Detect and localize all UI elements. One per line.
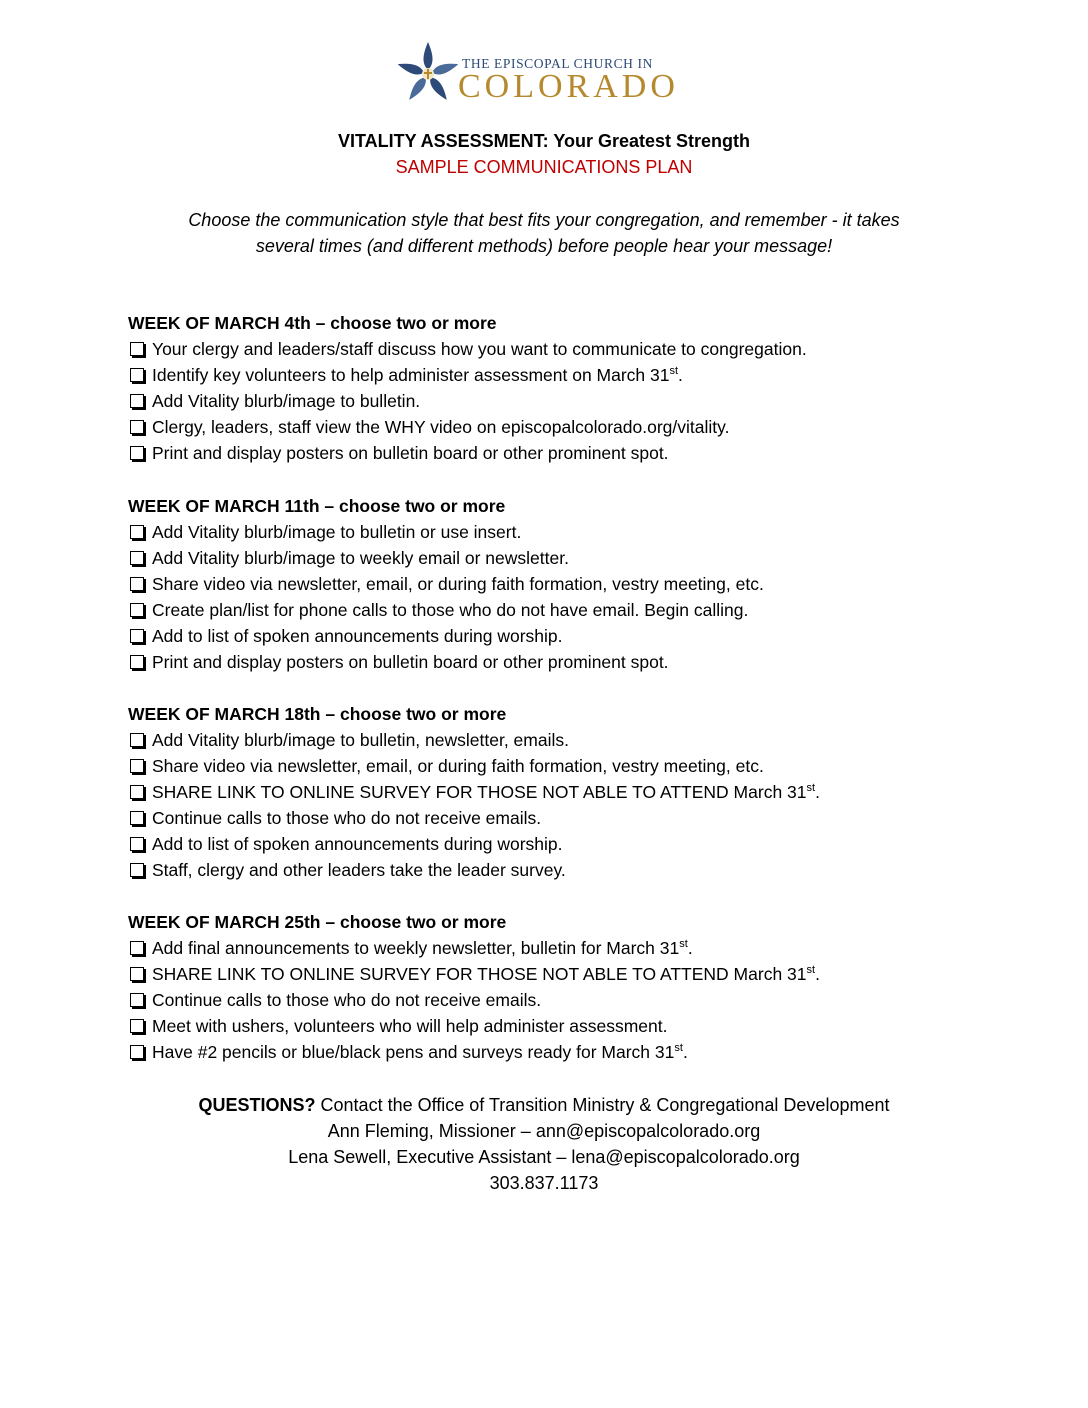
checklist-item-text: Continue calls to those who do not receive emails. (152, 990, 542, 1010)
checkbox-icon[interactable] (130, 837, 144, 851)
checkbox-icon[interactable] (130, 993, 144, 1007)
item-punctuation: . (687, 938, 693, 958)
checklist-item-text: Add to list of spoken announcements during worship. (152, 626, 563, 646)
checkbox-icon[interactable] (130, 577, 144, 591)
contact-block (0, 1092, 1088, 1196)
checklist-item (128, 623, 988, 649)
week-section (128, 493, 988, 675)
checkbox-icon[interactable] (130, 446, 144, 460)
checklist-item-text: Meet with ushers, volunteers who will help administer assessment. (152, 1016, 668, 1036)
checklist-item (128, 597, 988, 623)
week-heading: WEEK OF MARCH 4th – choose two or more (128, 313, 497, 333)
item-punctuation: . (815, 964, 820, 984)
checklist-item (128, 1039, 988, 1065)
item-punctuation: . (815, 782, 820, 802)
checkbox-icon[interactable] (130, 967, 144, 981)
ordinal-suffix: st (679, 938, 688, 951)
checkbox-icon[interactable] (130, 525, 144, 539)
week-heading: WEEK OF MARCH 18th – choose two or more (128, 704, 507, 724)
checkbox-icon[interactable] (130, 603, 144, 617)
checklist-item (128, 1013, 988, 1039)
logo-line-2: COLORADO (458, 68, 679, 105)
checkbox-icon[interactable] (130, 811, 144, 825)
checkbox-icon[interactable] (130, 368, 144, 382)
logo-line-1: THE EPISCOPAL CHURCH IN (462, 56, 653, 71)
checklist-item-text: Clergy, leaders, staff view the WHY video on episcopalcolorado.org/vitality. (152, 417, 730, 437)
checklist-item-text: Share video via newsletter, email, or during faith formation, vestry meeting, etc. (152, 574, 764, 594)
checklist-item (128, 753, 988, 779)
checklist-item (128, 779, 988, 805)
checkbox-icon[interactable] (130, 1045, 144, 1059)
contact-line-1 (0, 1092, 1088, 1118)
checklist-item (128, 414, 988, 440)
star-flower-icon (398, 40, 458, 106)
checklist-item (128, 987, 988, 1013)
checklist-item-text: Add Vitality blurb/image to bulletin, newsletter, emails. (152, 730, 569, 750)
checklist-item-text: Staff, clergy and other leaders take the leader survey. (152, 860, 566, 880)
checklist-item (128, 545, 988, 571)
ordinal-suffix: st (674, 1042, 683, 1055)
checklist-item-text: SHARE LINK TO ONLINE SURVEY FOR THOSE NOT ABLE TO ATTEND March 31 (152, 964, 807, 984)
ordinal-suffix: st (806, 964, 816, 977)
checkbox-icon[interactable] (130, 941, 144, 955)
checklist-item (128, 519, 988, 545)
checklist-item (128, 935, 988, 961)
checklist-item (128, 727, 988, 753)
intro-line-2: several times (and different methods) before people hear your message! (255, 236, 833, 256)
checklist-item-text: Create plan/list for phone calls to those who do not have email. Begin calling. (152, 600, 749, 620)
checkbox-icon[interactable] (130, 733, 144, 747)
checklist-item (128, 571, 988, 597)
checkbox-icon[interactable] (130, 655, 144, 669)
ordinal-suffix: st (669, 365, 679, 378)
week-section (128, 310, 988, 466)
checklist-item (128, 831, 988, 857)
week-heading: WEEK OF MARCH 11th – choose two or more (128, 496, 506, 516)
checklist-item-text: Continue calls to those who do not receive emails. (152, 808, 542, 828)
checklist-item (128, 336, 988, 362)
checkbox-icon[interactable] (130, 785, 144, 799)
checklist-item-text: Add final announcements to weekly newsletter, bulletin for March 31 (152, 938, 680, 958)
checkbox-icon[interactable] (130, 759, 144, 773)
checklist-item-text: Add to list of spoken announcements during worship. (152, 834, 563, 854)
checklist-item (128, 440, 988, 466)
checklist-item-text: Identify key volunteers to help administer assessment on March 31 (152, 365, 670, 385)
checkbox-icon[interactable] (130, 420, 144, 434)
checklist-item (128, 961, 988, 987)
checklist-item (128, 649, 988, 675)
checklist-item-text: Your clergy and leaders/staff discuss how you want to communicate to congregation. (152, 339, 807, 359)
checklist-item-text: Add Vitality blurb/image to bulletin. (152, 391, 421, 411)
contact-phone: 303.837.1173 (489, 1173, 599, 1193)
checkbox-icon[interactable] (130, 863, 144, 877)
checklist-item-text: Print and display posters on bulletin board or other prominent spot. (152, 443, 669, 463)
item-punctuation: . (678, 365, 683, 385)
checklist-item-text: SHARE LINK TO ONLINE SURVEY FOR THOSE NOT ABLE TO ATTEND March 31 (152, 782, 807, 802)
week-section (128, 909, 988, 1065)
checkbox-icon[interactable] (130, 1019, 144, 1033)
checklist-item (128, 362, 988, 388)
contact-label: QUESTIONS? (198, 1095, 316, 1115)
intro-line-1: Choose the communication style that best fits your congregation, and remember - it takes (188, 210, 900, 230)
checkbox-icon[interactable] (130, 629, 144, 643)
church-logo (398, 40, 698, 106)
checklist-item-text: Add Vitality blurb/image to bulletin or use insert. (152, 522, 522, 542)
contact-line-2: Ann Fleming, Missioner – ann@episcopalcolorado.org (327, 1121, 761, 1141)
contact-office: Contact the Office of Transition Ministry & Congregational Development (315, 1095, 890, 1115)
checklist-item (128, 805, 988, 831)
week-section (128, 701, 988, 883)
checklist-item-text: Have #2 pencils or blue/black pens and surveys ready for March 31 (152, 1042, 675, 1062)
ordinal-suffix: st (806, 782, 816, 795)
page-title: VITALITY ASSESSMENT: Your Greatest Strength (337, 131, 751, 151)
checklist-item-text: Add Vitality blurb/image to weekly email or newsletter. (152, 548, 569, 568)
checklist-item (128, 857, 988, 883)
page-subtitle: SAMPLE COMMUNICATIONS PLAN (395, 157, 693, 177)
item-punctuation: . (682, 1042, 688, 1062)
week-heading: WEEK OF MARCH 25th – choose two or more (128, 912, 507, 932)
checkbox-icon[interactable] (130, 551, 144, 565)
checklist-item (128, 388, 988, 414)
checkbox-icon[interactable] (130, 394, 144, 408)
checklist-item-text: Print and display posters on bulletin board or other prominent spot. (152, 652, 669, 672)
contact-line-3: Lena Sewell, Executive Assistant – lena@episcopalcolorado.org (288, 1147, 800, 1167)
checkbox-icon[interactable] (130, 342, 144, 356)
intro-text (120, 207, 968, 259)
checklist-item-text: Share video via newsletter, email, or during faith formation, vestry meeting, etc. (152, 756, 764, 776)
